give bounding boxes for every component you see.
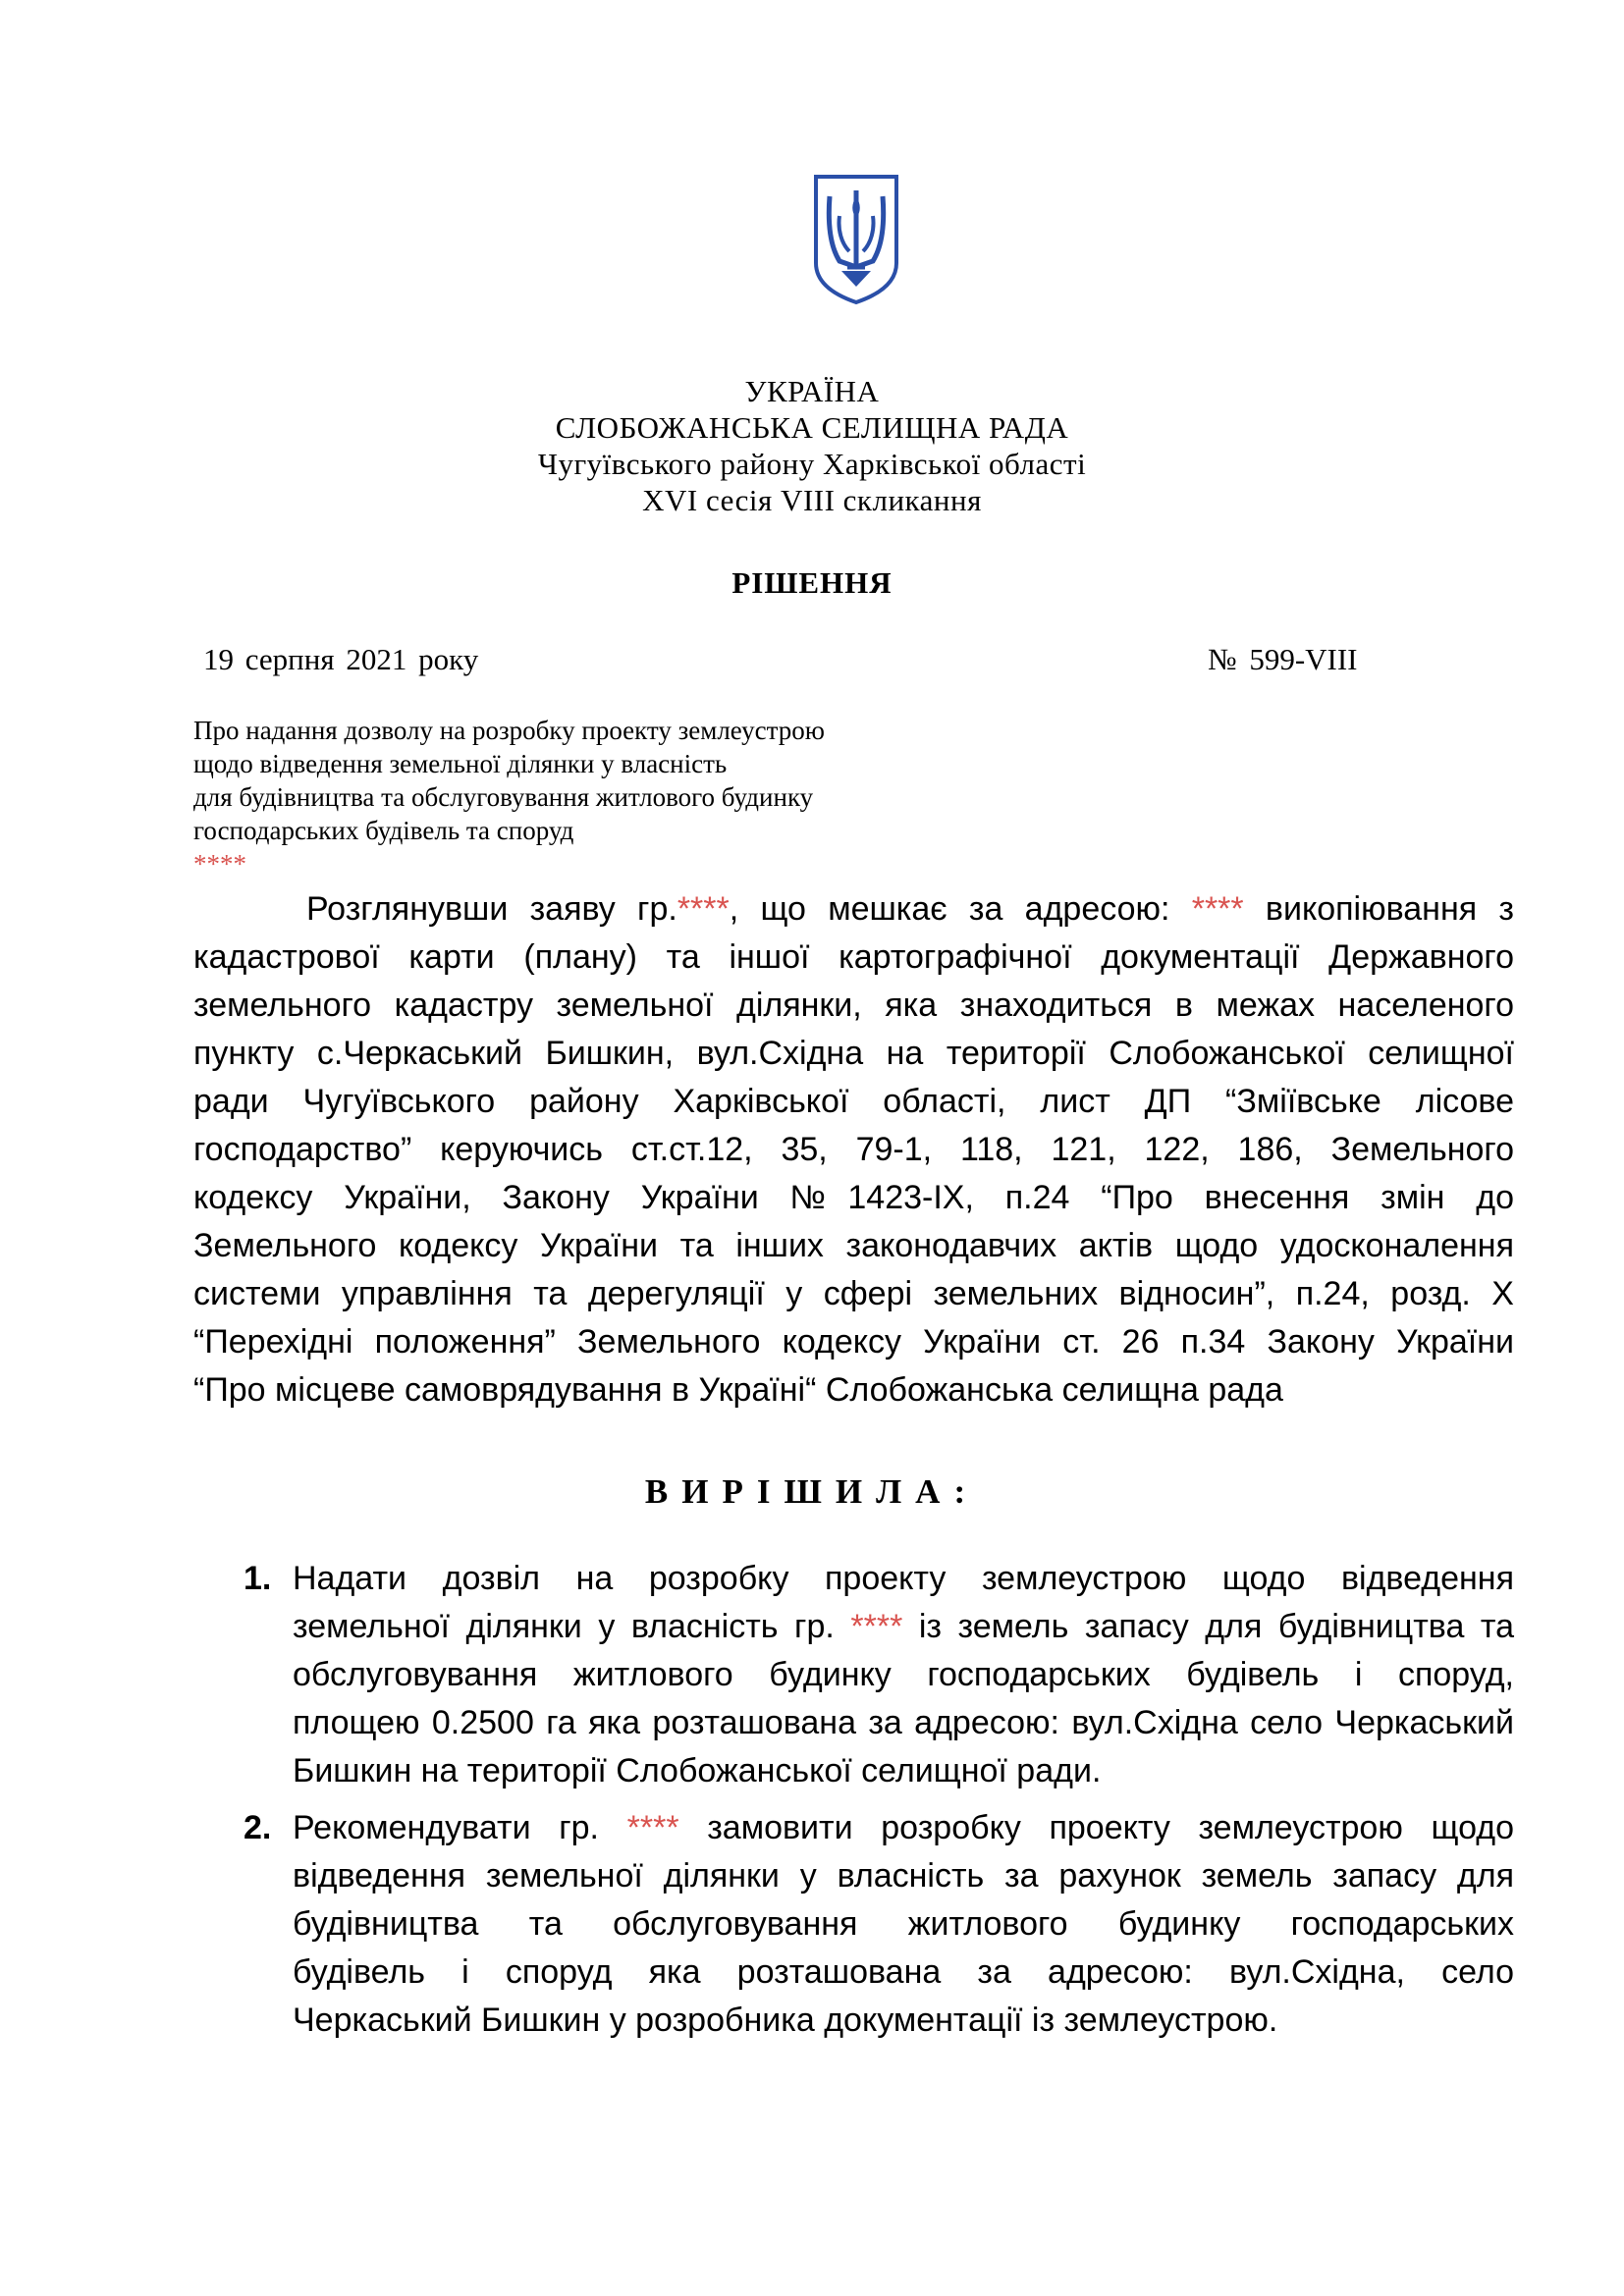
item-line: Черкаський Бишкин у розробника документації із землеустрою.	[293, 2002, 1278, 2039]
item-line: відведення земельної ділянки у власність за рахунок земель запасу для	[293, 1857, 1514, 1895]
decision-heading: ВИРІШИЛА:	[644, 1472, 980, 1511]
item-line: будівель і споруд яка розташована за адресою: вул.Східна, село	[293, 1953, 1514, 1991]
preamble-line: кадастрової карти (плану) та іншої картографічної документації Державного	[193, 938, 1514, 976]
text-segment: викопіювання з	[1243, 890, 1514, 928]
header-district: Чугуївського району Харківської області	[537, 447, 1087, 481]
preamble-line: ради Чугуївського району Харківської області, лист ДП “Зміївське лісове	[193, 1083, 1514, 1120]
preamble-line	[193, 885, 1514, 934]
preamble-line: кодексу України, Закону України №1423-IX, п.24 “Про внесення змін до	[193, 1179, 1514, 1216]
document-date: 19 серпня 2021 року	[203, 642, 479, 676]
item-line: Надати дозвіл на розробку проекту землеустрою щодо відведення	[293, 1560, 1514, 1597]
item-line: Бишкин на території Слобожанської селищної ради.	[293, 1752, 1102, 1789]
header-council: СЛОБОЖАНСЬКА СЕЛИЩНА РАДА	[555, 410, 1069, 445]
text-segment: Розглянувши заяву гр.	[306, 890, 677, 928]
preamble-paragraph	[193, 885, 1514, 1415]
text-segment: Рекомендувати гр.	[293, 1809, 627, 1846]
text-segment: , що мешкає за адресою:	[729, 890, 1192, 928]
redacted-text: ****	[1191, 890, 1244, 928]
header-block	[0, 373, 1624, 518]
subject-line: господарських будівель та споруд	[193, 816, 574, 845]
item-line: обслуговування житлового будинку господарських будівель і споруд,	[293, 1656, 1514, 1693]
preamble-line: “Перехідні положення” Земельного кодексу України ст. 26 п.34 Закону України	[193, 1323, 1514, 1361]
preamble-line: земельного кадастру земельної ділянки, яка знаходиться в межах населеного	[193, 987, 1514, 1024]
subject-redacted: ****	[193, 849, 246, 879]
item-text	[293, 1555, 1514, 1795]
item-line: будівництва та обслуговування житлового будинку господарських	[293, 1905, 1514, 1943]
preamble-line: “Про місцеве самоврядування в Україні“ Слобожанська селищна рада	[193, 1371, 1283, 1409]
document-number: № 599-VIII	[1208, 642, 1358, 676]
header-session: XVI сесія VIII скликання	[642, 483, 982, 517]
item-number: 1.	[244, 1560, 272, 1597]
text-segment: земельної ділянки у власність гр.	[293, 1608, 851, 1645]
decision-item	[244, 1555, 1514, 1795]
coat-of-arms-icon	[812, 173, 900, 306]
subject-line: щодо відведення земельної ділянки у власність	[193, 749, 728, 778]
item-number: 2.	[244, 1809, 272, 1846]
subject-block	[193, 714, 825, 881]
preamble-line: Земельного кодексу України та інших законодавчих актів щодо удосконалення	[193, 1227, 1514, 1264]
text-segment: замовити розробку проекту землеустрою щодо	[678, 1809, 1514, 1846]
document-title: РІШЕННЯ	[731, 565, 893, 600]
subject-line: Про надання дозволу на розробку проекту землеустрою	[193, 716, 825, 745]
redacted-text: ****	[850, 1608, 903, 1645]
subject-line: для будівництва та обслуговування житлового будинку	[193, 782, 814, 812]
preamble-line: господарство” керуючись ст.ст.12, 35, 79-1, 118, 121, 122, 186, Земельного	[193, 1131, 1514, 1168]
decision-item	[244, 1804, 1514, 2045]
header-country: УКРАЇНА	[744, 374, 880, 408]
item-text	[293, 1804, 1514, 2045]
redacted-text: ****	[626, 1809, 679, 1846]
preamble-line: пункту с.Черкаський Бишкин, вул.Східна на території Слобожанської селищної	[193, 1035, 1514, 1072]
preamble-line: системи управління та дерегуляції у сфері земельних відносин”, п.24, розд. X	[193, 1275, 1514, 1312]
item-line	[293, 1804, 1514, 1852]
text-segment: із земель запасу для будівництва та	[902, 1608, 1515, 1645]
redacted-text: ****	[677, 890, 730, 928]
item-line	[293, 1603, 1514, 1651]
item-line: площею 0.2500 га яка розташована за адресою: вул.Східна село Черкаський	[293, 1704, 1514, 1741]
